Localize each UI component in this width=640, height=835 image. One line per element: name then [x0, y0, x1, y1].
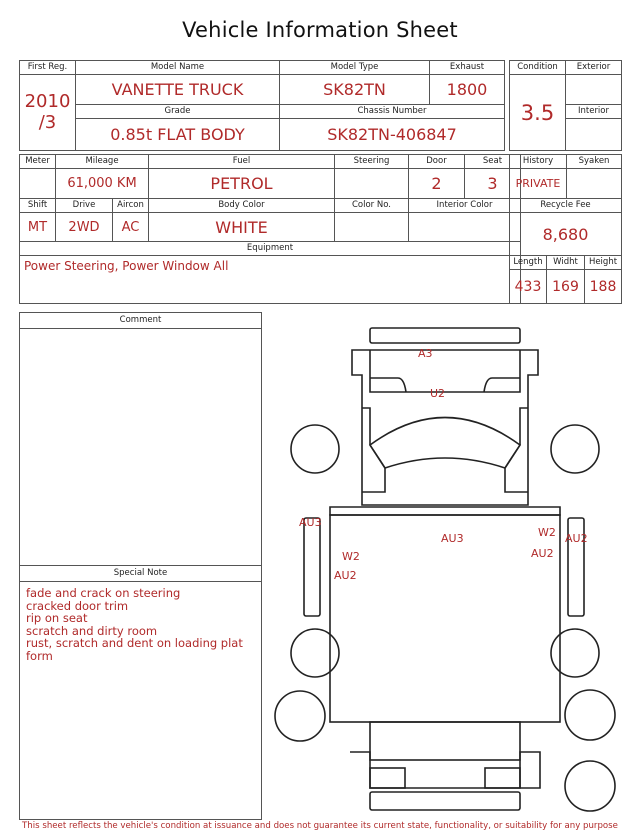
comment-label: Comment [20, 313, 261, 329]
damage-markers [299, 347, 588, 582]
fuel-value: PETROL [149, 169, 335, 199]
damage-marker: U2 [430, 387, 446, 400]
truck-outline [275, 328, 615, 811]
color-no-label: Color No. [335, 199, 409, 213]
chassis-number-label: Chassis Number [280, 105, 505, 119]
seat-label: Seat [465, 155, 521, 169]
exterior-value [566, 75, 622, 105]
grade-value: 0.85t FLAT BODY [76, 119, 280, 151]
length-label: Length [510, 256, 547, 270]
exterior-label: Exterior [566, 61, 622, 75]
exhaust-value: 1800 [430, 75, 505, 105]
damage-marker: AU2 [531, 547, 554, 560]
width-label: Widht [547, 256, 585, 270]
equipment-label: Equipment [20, 242, 521, 256]
first-reg-value [20, 75, 76, 151]
model-name-label: Model Name [76, 61, 280, 75]
special-note-line: form [26, 648, 53, 663]
drive-label: Drive [56, 199, 113, 213]
steering-label: Steering [335, 155, 409, 169]
history-label: History [510, 155, 567, 169]
special-note-line: fade and crack on steering [26, 586, 181, 600]
shift-label: Shift [20, 199, 56, 213]
equipment-value: Power Steering, Power Window All [20, 256, 521, 304]
recycle-fee-value: 8,680 [510, 213, 622, 256]
damage-marker: AU2 [334, 569, 357, 582]
first-reg-year: 2010 [24, 91, 71, 112]
length-value: 433 [510, 270, 547, 304]
door-label: Door [409, 155, 465, 169]
recycle-fee-label: Recycle Fee [510, 199, 622, 213]
width-value: 169 [547, 270, 585, 304]
page-title: Vehicle Information Sheet [182, 18, 458, 42]
damage-marker: AU2 [565, 532, 588, 545]
condition-table [509, 60, 622, 151]
model-info-table [19, 60, 505, 151]
syaken-value [567, 169, 622, 199]
special-note-line: rust, scratch and dent on loading plat [26, 636, 243, 651]
interior-color-value [409, 213, 521, 242]
special-note-panel [19, 566, 262, 820]
mileage-value: 61,000 KM [56, 169, 149, 199]
aircon-label: Aircon [113, 199, 149, 213]
height-value: 188 [585, 270, 622, 304]
special-note-list [20, 582, 261, 663]
model-type-label: Model Type [280, 61, 430, 75]
model-name-value: VANETTE TRUCK [76, 75, 280, 105]
history-value: PRIVATE [510, 169, 567, 199]
special-note-line: rip on seat [26, 611, 88, 626]
steering-value [335, 169, 409, 199]
color-no-value [335, 213, 409, 242]
footer-disclaimer: This sheet reflects the vehicle's condition at issuance and does not guarantee its current state, functionality, or suitability for any purpose [22, 821, 618, 831]
truck-damage-diagram [270, 320, 620, 820]
comment-text [20, 329, 261, 334]
mileage-label: Mileage [56, 155, 149, 169]
interior-color-label: Interior Color [409, 199, 521, 213]
condition-value: 3.5 [510, 75, 566, 151]
damage-marker: AU3 [299, 516, 322, 529]
fuel-label: Fuel [149, 155, 335, 169]
damage-marker: A3 [418, 347, 433, 360]
condition-label: Condition [510, 61, 566, 75]
height-label: Height [585, 256, 622, 270]
spec-table [19, 154, 521, 304]
syaken-label: Syaken [567, 155, 622, 169]
interior-value [566, 119, 622, 151]
door-value: 2 [409, 169, 465, 199]
model-type-value: SK82TN [280, 75, 430, 105]
history-table [509, 154, 622, 304]
first-reg-month: /3 [38, 112, 57, 133]
damage-marker: AU3 [441, 532, 464, 545]
body-color-value: WHITE [149, 213, 335, 242]
meter-value [20, 169, 56, 199]
grade-label: Grade [76, 105, 280, 119]
damage-marker: W2 [538, 526, 556, 539]
special-note-label: Special Note [20, 566, 261, 582]
special-note-line: scratch and dirty room [26, 623, 158, 638]
interior-label: Interior [566, 105, 622, 119]
meter-label: Meter [20, 155, 56, 169]
seat-value: 3 [465, 169, 521, 199]
exhaust-label: Exhaust [430, 61, 505, 75]
first-reg-label: First Reg. [20, 61, 76, 75]
body-color-label: Body Color [149, 199, 335, 213]
comment-panel [19, 312, 262, 566]
shift-value: MT [20, 213, 56, 242]
special-note-line: cracked door trim [26, 598, 129, 613]
aircon-value: AC [113, 213, 149, 242]
damage-marker: W2 [342, 550, 360, 563]
drive-value: 2WD [56, 213, 113, 242]
chassis-number-value: SK82TN-406847 [280, 119, 505, 151]
